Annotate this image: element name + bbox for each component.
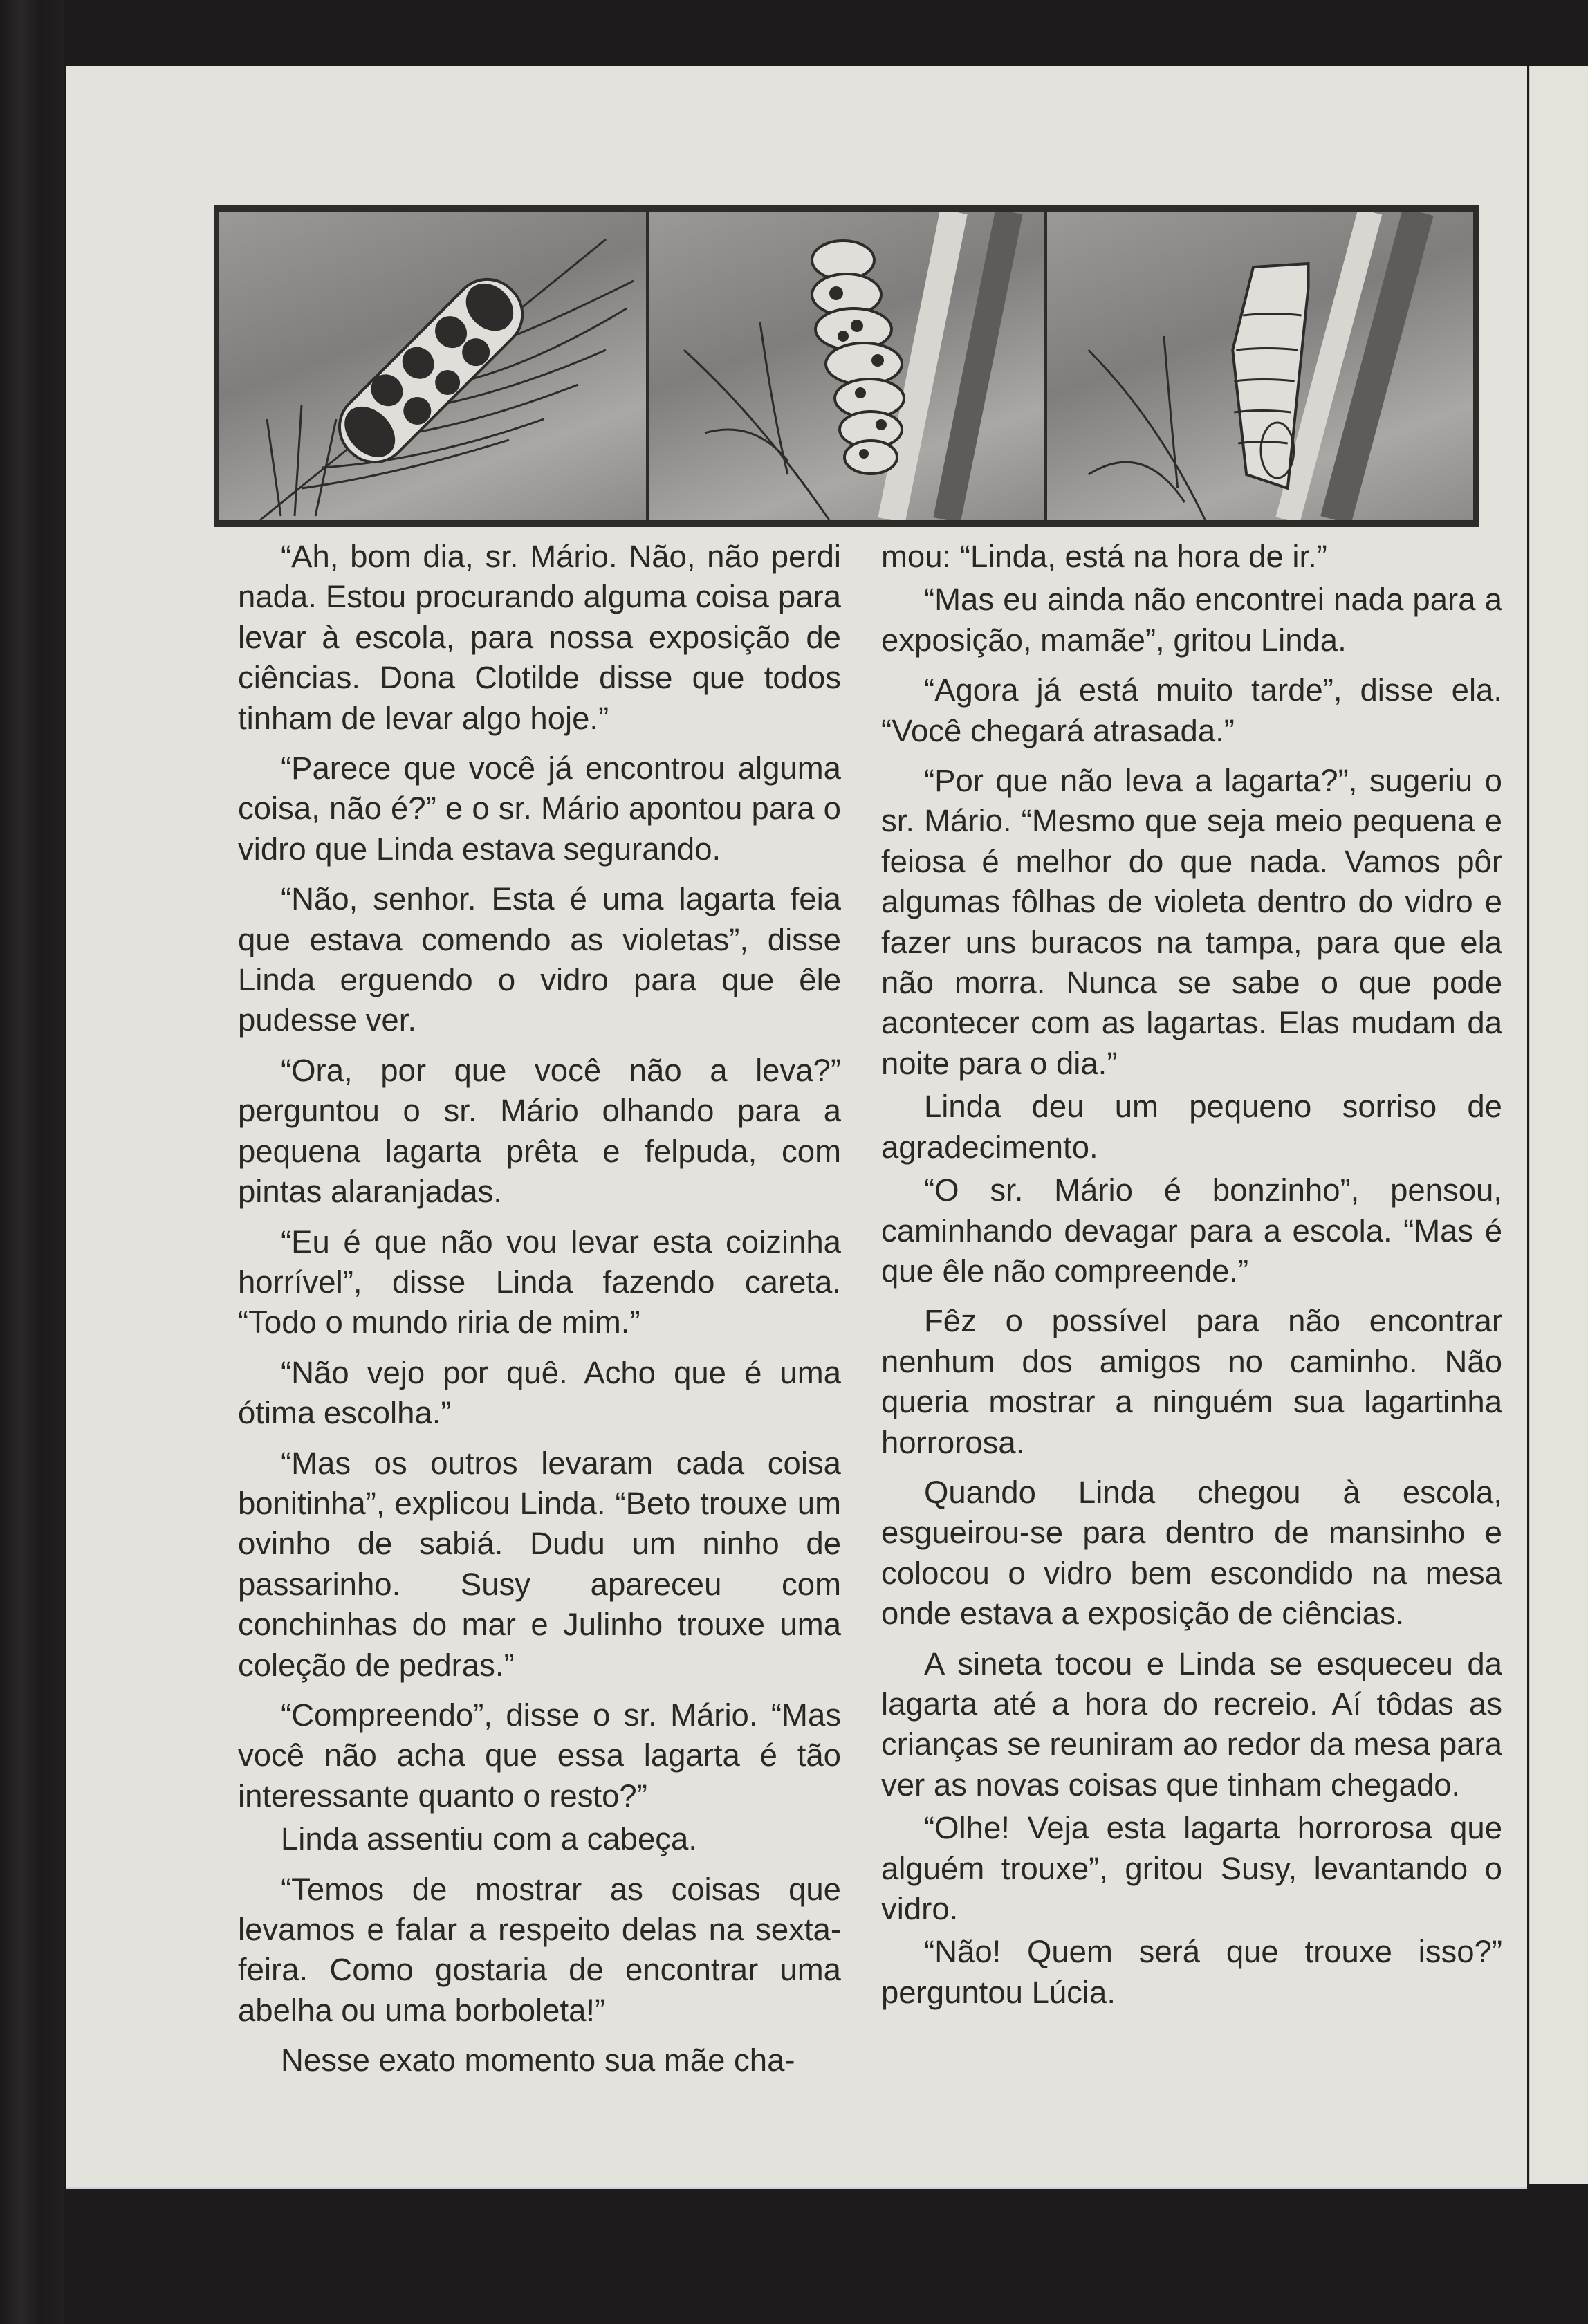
paragraph: “Olhe! Veja esta lagarta horrorosa que alguém trouxe”, gritou Susy, levantando o vidro. <box>881 1810 1502 1926</box>
book-spine <box>0 0 64 2324</box>
paragraph: “Temos de mostrar as coisas que levamos e falar a respeito delas na sexta-feira. Como gostaria de encontrar uma abelha ou uma borboleta!” <box>238 1871 841 2028</box>
paragraph: “O sr. Mário é bonzinho”, pensou, caminhando devagar para a escola. “Mas é que êle não compreende.” <box>881 1172 1502 1289</box>
caterpillar-on-pine-branch-icon <box>219 212 646 520</box>
paragraph: “Não! Quem será que trouxe isso?” perguntou Lúcia. <box>881 1934 1502 2010</box>
chrysalis-on-stem-icon <box>1044 212 1473 520</box>
paragraph: “Por que não leva a lagarta?”, sugeriu o sr. Mário. “Mesmo que seja meio pequena e feiosa é melhor do que nada. Vamos pôr algumas fôlhas de violeta dentro do vidro e fazer uns buracos na tampa, para que ela não morra. Nunca se sabe o que pode acontecer com as lagartas. Elas mudam da noite para o dia.” <box>881 763 1502 1081</box>
next-page-edge <box>1529 66 1588 2184</box>
paragraph: Linda deu um pequeno sorriso de agradecimento. <box>881 1089 1502 1165</box>
caterpillar-forming-chrysalis-icon <box>646 212 1044 520</box>
paragraph: “Eu é que não vou levar esta coizinha horrível”, disse Linda fazendo careta. “Todo o mundo riria de mim.” <box>238 1224 841 1340</box>
paragraph: A sineta tocou e Linda se esqueceu da lagarta até a hora do recreio. Aí tôdas as crianças se reuniram ao redor da mesa para ver as novas coisas que tinham chegado. <box>881 1645 1502 1802</box>
paragraph: “Agora já está muito tarde”, disse ela. “Você chegará atrasada.” <box>881 672 1502 748</box>
paragraph: Nesse exato momento sua mãe cha- <box>281 2042 795 2078</box>
paragraph: “Ah, bom dia, sr. Mário. Não, não perdi nada. Estou procurando alguma coisa para levar à escola, para nossa exposição de ciências. Dona Clotilde disse que todos tinham de levar algo hoje.” <box>238 539 841 736</box>
paragraph: Quando Linda chegou à escola, esgueirou-se para dentro de mansinho e colocou o vidro bem escondido na mesa onde estava a exposição de ciências. <box>881 1474 1502 1632</box>
paragraph: “Compreendo”, disse o sr. Mário. “Mas você não acha que essa lagarta é tão interessante quanto o resto?” <box>238 1697 841 1814</box>
paragraph: “Não vejo por quê. Acho que é uma ótima escolha.” <box>238 1354 841 1431</box>
paragraph: Fêz o possível para não encontrar nenhum dos amigos no caminho. Não queria mostrar a ninguém sua lagartinha horrorosa. <box>881 1303 1502 1460</box>
paragraph: Linda assentiu com a cabeça. <box>281 1821 697 1857</box>
paragraph: “Parece que você já encontrou alguma coisa, não é?” e o sr. Mário apontou para o vidro que Linda estava segurando. <box>238 750 841 867</box>
caterpillar-illustration-strip <box>214 205 1479 527</box>
text-column-left <box>238 537 841 2084</box>
paragraph: “Mas eu ainda não encontrei nada para a exposição, mamãe”, gritou Linda. <box>881 582 1502 658</box>
paragraph: “Não, senhor. Esta é uma lagarta feia que estava comendo as violetas”, disse Linda erguendo o vidro para que êle pudesse ver. <box>238 881 841 1038</box>
paragraph: “Ora, por que você não a leva?” perguntou o sr. Mário olhando para a pequena lagarta prêta e felpuda, com pintas alaranjadas. <box>238 1052 841 1210</box>
paragraph: mou: “Linda, está na hora de ir.” <box>881 539 1327 574</box>
text-column-right <box>881 537 1502 2016</box>
paragraph: “Mas os outros levaram cada coisa bonitinha”, explicou Linda. “Beto trouxe um ovinho de sabiá. Dudu um ninho de passarinho. Susy apareceu com conchinhas do mar e Julinho trouxe uma coleção de pedras.” <box>238 1445 841 1683</box>
